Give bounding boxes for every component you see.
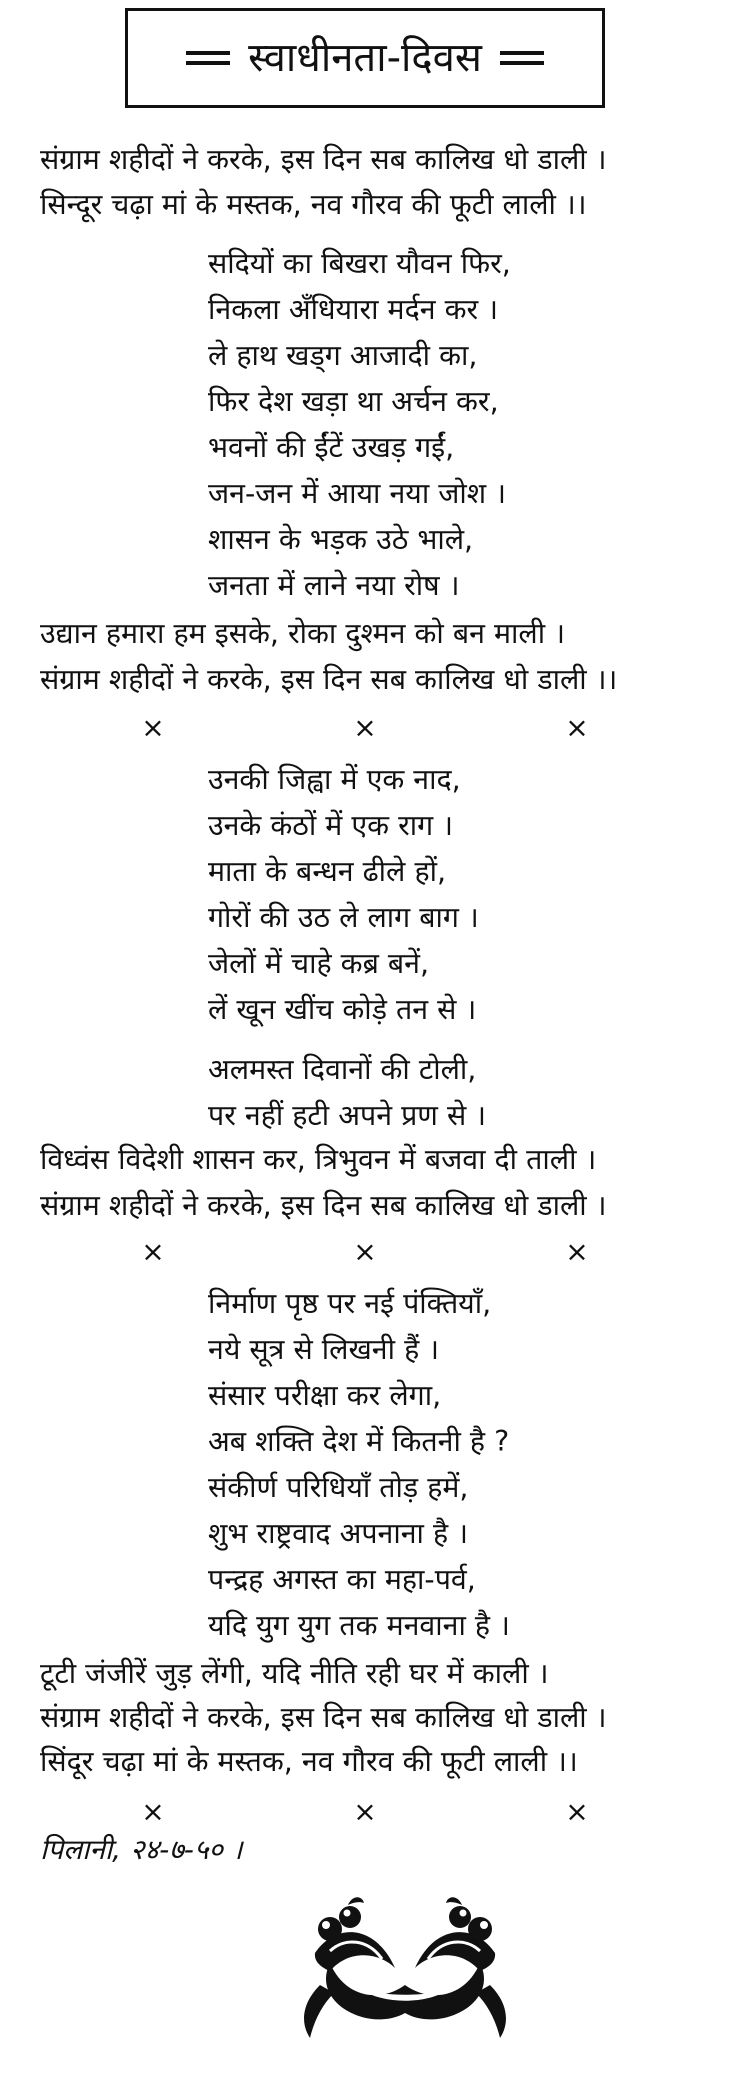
poem-line: उद्यान हमारा हम इसके, रोका दुश्मन को बन माली । [40,617,565,650]
poem-line: जेलों में चाहे कब्र बनें, [208,947,430,980]
double-dash-right-icon [500,45,544,71]
poem-line: पन्द्रह अगस्त का महा-पर्व, [208,1563,476,1596]
poem-line: ले हाथ खड्ग आजादी का, [208,339,478,372]
poem-line: लें खून खींच कोड़े तन से । [208,993,477,1026]
separator-mark: × [353,711,377,744]
poem-line: नये सूत्र से लिखनी हैं । [208,1333,440,1366]
poem-line: फिर देश खड़ा था अर्चन कर, [208,385,499,418]
separator-mark: × [565,1795,589,1828]
poem-line: उनकी जिह्वा में एक नाद, [208,763,461,796]
poem-line: संग्राम शहीदों ने करके, इस दिन सब कालिख धो डाली । [40,143,607,176]
poem-line: यदि युग युग तक मनवाना है । [208,1609,510,1642]
poem-title: स्वाधीनता-दिवस [248,35,482,81]
double-dash-left-icon [186,45,230,71]
separator-mark: × [353,1795,377,1828]
poem-line: सिन्दूर चढ़ा मां के मस्तक, नव गौरव की फूटी लाली ।। [40,188,587,221]
poem-line: शुभ राष्ट्रवाद अपनाना है । [208,1517,468,1550]
poem-line: भवनों की ईंटें उखड़ गईं, [208,431,455,464]
poem-line: माता के बन्धन ढीले हों, [208,855,447,888]
separator-mark: × [565,711,589,744]
place-date-signature: पिलानी, २४-७-५० । [40,1833,243,1866]
poem-line: संसार परीक्षा कर लेगा, [208,1379,442,1412]
separator-mark: × [141,711,165,744]
separator-mark: × [141,1235,165,1268]
poem-line: जन-जन में आया नया जोश । [208,477,507,510]
poem-line: विध्वंस विदेशी शासन कर, त्रिभुवन में बजवा दी ताली । [40,1143,597,1176]
poem-line: संकीर्ण परिधियाँ तोड़ हमें, [208,1471,469,1504]
poem-line: निर्माण पृष्ठ पर नई पंक्तियाँ, [208,1287,492,1320]
cornucopia-ornament-icon [290,1893,520,2043]
poem-line: टूटी जंजीरें जुड़ लेंगी, यदि नीति रही घर में काली । [40,1657,549,1690]
separator-mark: × [141,1795,165,1828]
poem-line: संग्राम शहीदों ने करके, इस दिन सब कालिख धो डाली । [40,1701,607,1734]
poem-line: उनके कंठों में एक राग । [208,809,454,842]
poem-line: गोरों की उठ ले लाग बाग । [208,901,479,934]
poem-line: सिंदूर चढ़ा मां के मस्तक, नव गौरव की फूटी लाली ।। [40,1745,578,1778]
poem-line: निकला अँधियारा मर्दन कर । [208,293,499,326]
poem-line: संग्राम शहीदों ने करके, इस दिन सब कालिख धो डाली ।। [40,663,618,696]
separator-mark: × [353,1235,377,1268]
poem-line: जनता में लाने नया रोष । [208,569,460,602]
poem-line: पर नहीं हटी अपने प्रण से । [208,1099,487,1132]
separator-mark: × [565,1235,589,1268]
poem-line: शासन के भड़क उठे भाले, [208,523,474,556]
title-box [125,8,605,108]
poem-line: सदियों का बिखरा यौवन फिर, [208,247,511,280]
poem-line: संग्राम शहीदों ने करके, इस दिन सब कालिख धो डाली । [40,1189,607,1222]
poem-line: अलमस्त दिवानों की टोली, [208,1053,477,1086]
poem-line: अब शक्ति देश में कितनी है ? [208,1425,510,1458]
